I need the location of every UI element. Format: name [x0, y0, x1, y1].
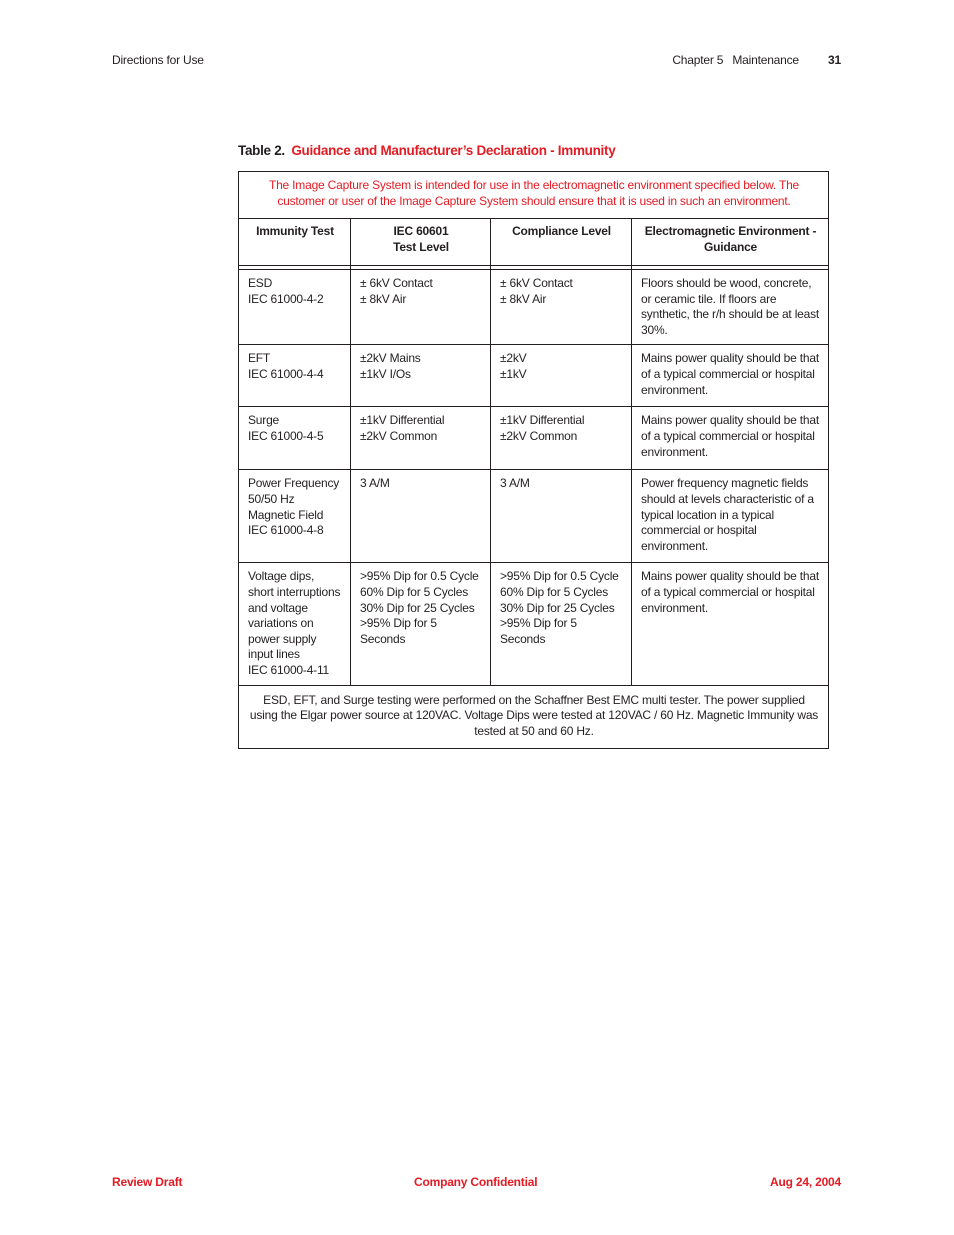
compliance-level-cell: 3 A/M	[491, 470, 632, 563]
table-row	[239, 407, 829, 470]
chapter-label: Chapter 5	[672, 53, 724, 67]
immunity-test-cell: Power Frequency 50/50 Hz Magnetic Field IEC 61000-4-8	[239, 470, 351, 563]
test-level-cell: ±2kV Mains ±1kV I/Os	[351, 345, 491, 407]
review-draft-label: Review Draft	[112, 1175, 183, 1189]
page-number: 31	[828, 53, 841, 67]
compliance-level-cell: ± 6kV Contact ± 8kV Air	[491, 270, 632, 345]
table-footnote: ESD, EFT, and Surge testing were performed on the Schaffner Best EMC multi tester. The power supplied using the Elgar power source at 120VAC. Voltage Dips were tested at 120VAC / 60 Hz. Magnetic Immunity was tested at 50 and 60 Hz.	[239, 685, 829, 748]
table-note-row	[239, 685, 829, 748]
compliance-level-cell: >95% Dip for 0.5 Cycle 60% Dip for 5 Cycles 30% Dip for 25 Cycles >95% Dip for 5 Seconds	[491, 563, 632, 685]
page-header	[112, 53, 841, 69]
guidance-cell: Mains power quality should be that of a typical commercial or hospital environment.	[632, 407, 829, 470]
table-row	[239, 470, 829, 563]
table-intro: The Image Capture System is intended for use in the electromagnetic environment specified below. The customer or user of the Image Capture System should ensure that it is used in such an environment.	[239, 172, 829, 219]
compliance-level-cell: ±1kV Differential ±2kV Common	[491, 407, 632, 470]
immunity-test-cell: Voltage dips, short interruptions and voltage variations on power supply input lines IEC 61000-4-11	[239, 563, 351, 685]
table-row	[239, 345, 829, 407]
table-caption	[238, 143, 615, 158]
immunity-test-cell: ESD IEC 61000-4-2	[239, 270, 351, 345]
test-level-cell: ± 6kV Contact ± 8kV Air	[351, 270, 491, 345]
immunity-test-cell: EFT IEC 61000-4-4	[239, 345, 351, 407]
test-level-cell: 3 A/M	[351, 470, 491, 563]
test-level-cell: >95% Dip for 0.5 Cycle 60% Dip for 5 Cycles 30% Dip for 25 Cycles >95% Dip for 5 Seconds	[351, 563, 491, 685]
table-title: Guidance and Manufacturer’s Declaration - Immunity	[291, 143, 616, 158]
page-footer	[112, 1175, 841, 1191]
column-header: Electromagnetic Environment - Guidance	[632, 219, 829, 266]
header-right	[672, 53, 841, 67]
column-header: IEC 60601 Test Level	[351, 219, 491, 266]
table-intro-row	[239, 172, 829, 219]
document-title: Directions for Use	[112, 53, 204, 67]
guidance-cell: Floors should be wood, concrete, or ceramic tile. If floors are synthetic, the r/h should be at least 30%.	[632, 270, 829, 345]
compliance-level-cell: ±2kV ±1kV	[491, 345, 632, 407]
table-row	[239, 270, 829, 345]
immunity-table	[238, 171, 829, 749]
column-header: Immunity Test	[239, 219, 351, 266]
guidance-cell: Mains power quality should be that of a typical commercial or hospital environment.	[632, 563, 829, 685]
guidance-cell: Mains power quality should be that of a typical commercial or hospital environment.	[632, 345, 829, 407]
footer-date: Aug 24, 2004	[770, 1175, 841, 1189]
confidentiality-label: Company Confidential	[414, 1175, 538, 1189]
section-label: Maintenance	[732, 53, 799, 67]
table-row	[239, 563, 829, 685]
guidance-cell: Power frequency magnetic fields should at levels characteristic of a typical location in a typical commercial or hospital environment.	[632, 470, 829, 563]
immunity-test-cell: Surge IEC 61000-4-5	[239, 407, 351, 470]
table-number: Table 2.	[238, 143, 285, 158]
test-level-cell: ±1kV Differential ±2kV Common	[351, 407, 491, 470]
table-header-row	[239, 219, 829, 266]
column-header: Compliance Level	[491, 219, 632, 266]
